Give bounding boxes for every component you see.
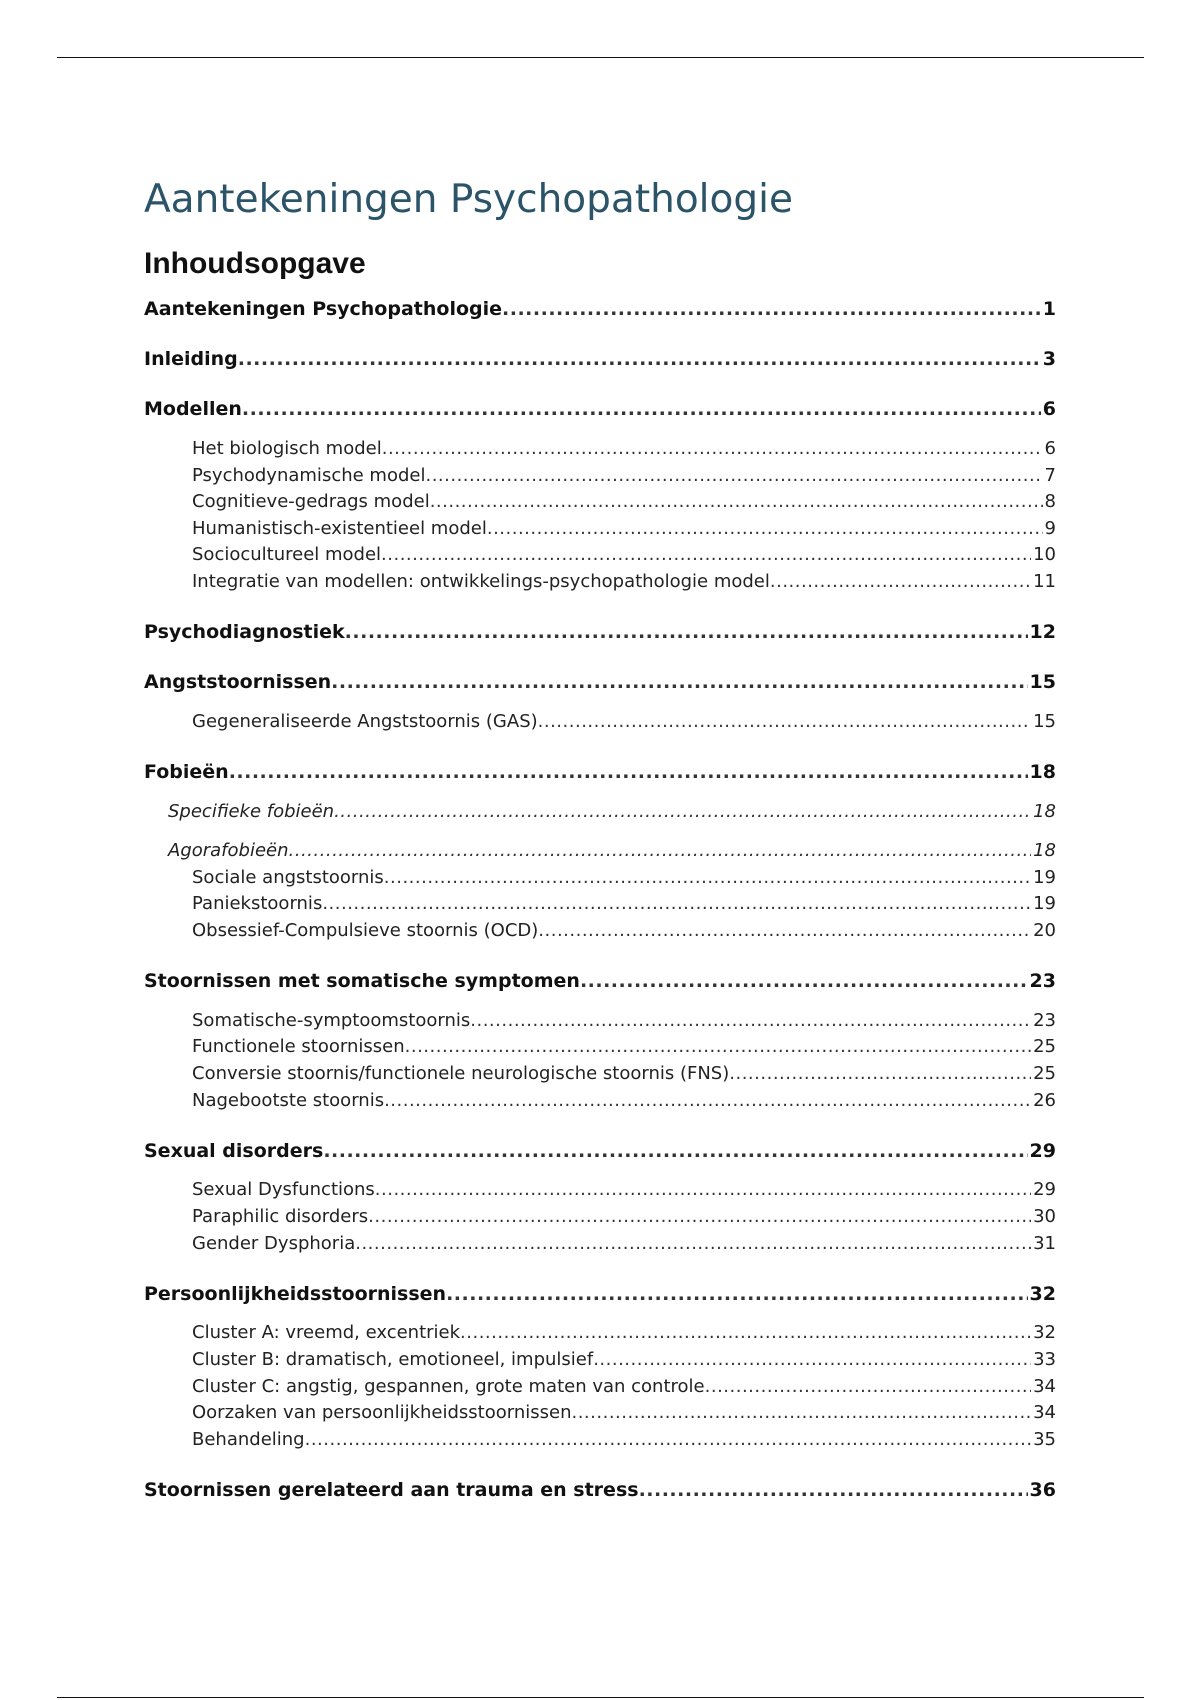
toc-entry-page-number: 32 xyxy=(1033,1322,1056,1344)
toc-spacer xyxy=(144,825,1056,838)
toc-entry-page-number: 36 xyxy=(1029,1478,1056,1501)
toc-entry[interactable] xyxy=(144,516,1056,543)
toc-entry-label: Angststoornissen xyxy=(144,671,332,694)
toc-entry-page-number: 6 xyxy=(1044,437,1056,459)
toc-leader-dots xyxy=(238,346,1041,373)
toc-entry[interactable] xyxy=(144,1374,1056,1401)
toc-leader-dots xyxy=(384,1088,1031,1115)
toc-entry[interactable] xyxy=(144,1088,1056,1115)
page-content xyxy=(144,170,1056,1504)
toc-leader-dots xyxy=(639,1477,1028,1504)
toc-entry-page-number: 34 xyxy=(1033,1375,1056,1397)
toc-spacer xyxy=(144,1453,1056,1477)
toc-entry[interactable] xyxy=(144,838,1056,865)
toc-entry[interactable] xyxy=(144,1008,1056,1035)
toc-entry-label: Cognitieve-gedrags model xyxy=(192,491,430,513)
toc-entry[interactable] xyxy=(144,1427,1056,1454)
toc-entry-label: Het biologisch model xyxy=(192,437,382,459)
toc-leader-dots xyxy=(368,1204,1031,1231)
toc-entry[interactable] xyxy=(144,463,1056,490)
toc-entry-page-number: 29 xyxy=(1029,1139,1056,1162)
toc-entry[interactable] xyxy=(144,669,1056,696)
toc-entry-page-number: 26 xyxy=(1033,1089,1056,1111)
toc-entry-page-number: 30 xyxy=(1033,1206,1056,1227)
toc-entry-page-number: 32 xyxy=(1029,1282,1056,1305)
toc-entry-label: Sociale angststoornis xyxy=(192,866,384,888)
toc-entry-label: Specifieke fobieën xyxy=(168,800,335,822)
toc-leader-dots xyxy=(580,968,1028,995)
toc-spacer xyxy=(144,786,1056,799)
toc-entry-label: Behandeling xyxy=(192,1428,305,1450)
toc-entry-page-number: 25 xyxy=(1033,1063,1056,1085)
toc-leader-dots xyxy=(384,865,1031,892)
toc-entry-label: Cluster C: angstig, gespannen, grote maten van controle xyxy=(192,1375,705,1397)
toc-entry-page-number: 15 xyxy=(1029,671,1056,694)
toc-entry-page-number: 10 xyxy=(1033,544,1056,566)
toc-entry[interactable] xyxy=(144,296,1056,323)
toc-entry[interactable] xyxy=(144,1477,1056,1504)
toc-leader-dots xyxy=(381,542,1031,569)
toc-spacer xyxy=(144,945,1056,969)
toc-entry-page-number: 34 xyxy=(1033,1402,1056,1424)
toc-entry-page-number: 11 xyxy=(1033,570,1056,592)
toc-entry[interactable] xyxy=(144,1138,1056,1165)
toc-entry-page-number: 7 xyxy=(1044,464,1056,486)
toc-spacer xyxy=(144,1307,1056,1320)
toc-entry-label: Modellen xyxy=(144,398,242,421)
toc-entry[interactable] xyxy=(144,1061,1056,1088)
toc-entry-page-number: 8 xyxy=(1044,491,1056,513)
toc-leader-dots xyxy=(289,838,1032,865)
toc-heading: Inhoudsopgave xyxy=(144,247,366,280)
toc-entry-label: Stoornissen met somatische symptomen xyxy=(144,970,580,993)
toc-entry[interactable] xyxy=(144,436,1056,463)
toc-spacer xyxy=(144,596,1056,620)
toc-entry-label: Psychodynamische model xyxy=(192,464,426,486)
toc-leader-dots xyxy=(345,619,1028,646)
toc-entry-page-number: 25 xyxy=(1033,1036,1056,1058)
toc-entry[interactable] xyxy=(144,1347,1056,1374)
toc-entry-page-number: 35 xyxy=(1033,1428,1056,1450)
toc-entry-label: Paraphilic disorders xyxy=(192,1206,369,1227)
toc-leader-dots xyxy=(705,1374,1031,1401)
toc-entry-label: Conversie stoornis/functionele neurologische stoornis (FNS) xyxy=(192,1063,730,1085)
toc-spacer xyxy=(144,1114,1056,1138)
toc-entry-label: Agorafobieën xyxy=(168,840,289,862)
toc-entry-label: Integratie van modellen: ontwikkelings-psychopathologie model xyxy=(192,570,770,592)
toc-entry-page-number: 15 xyxy=(1033,710,1056,732)
toc-entry-page-number: 6 xyxy=(1042,398,1056,421)
toc-leader-dots xyxy=(405,1034,1031,1061)
toc-entry-label: Humanistisch-existentieel model xyxy=(192,517,487,539)
toc-entry-label: Obsessief-Compulsieve stoornis (OCD) xyxy=(192,920,539,942)
toc-entry-page-number: 23 xyxy=(1033,1009,1056,1031)
toc-entry-page-number: 19 xyxy=(1033,893,1056,915)
toc-entry-label: Cluster B: dramatisch, emotioneel, impulsief xyxy=(192,1348,594,1370)
toc-entry-page-number: 20 xyxy=(1033,920,1056,942)
toc-leader-dots xyxy=(334,799,1031,826)
document-title: Aantekeningen Psychopathologie xyxy=(144,177,793,222)
toc-entry-page-number: 12 xyxy=(1029,621,1056,644)
toc-entry-label: Inleiding xyxy=(144,348,238,371)
table-of-contents xyxy=(144,296,1056,1504)
toc-entry[interactable] xyxy=(144,799,1056,826)
toc-entry-label: Nagebootste stoornis xyxy=(192,1089,385,1111)
toc-entry[interactable] xyxy=(144,918,1056,945)
toc-leader-dots xyxy=(770,569,1031,596)
toc-leader-dots xyxy=(571,1400,1031,1427)
toc-spacer xyxy=(144,423,1056,436)
toc-entry-page-number: 33 xyxy=(1033,1348,1056,1370)
footer-rule xyxy=(57,1697,1144,1698)
toc-leader-dots xyxy=(382,436,1043,463)
toc-entry[interactable] xyxy=(144,865,1056,892)
toc-entry[interactable] xyxy=(144,1204,1056,1231)
toc-entry-page-number: 18 xyxy=(1033,840,1056,862)
toc-leader-dots xyxy=(446,1281,1027,1308)
toc-entry[interactable] xyxy=(144,968,1056,995)
toc-leader-dots xyxy=(502,296,1041,323)
toc-entry[interactable] xyxy=(144,1400,1056,1427)
toc-entry-label: Gender Dysphoria xyxy=(192,1232,356,1254)
toc-spacer xyxy=(144,696,1056,709)
toc-entry[interactable] xyxy=(144,569,1056,596)
toc-leader-dots xyxy=(425,463,1042,490)
toc-leader-dots xyxy=(538,918,1031,945)
toc-leader-dots xyxy=(487,516,1043,543)
toc-leader-dots xyxy=(323,1138,1027,1165)
toc-leader-dots xyxy=(538,709,1031,736)
toc-spacer xyxy=(144,1257,1056,1281)
toc-spacer xyxy=(144,995,1056,1008)
toc-entry-label: Psychodiagnostiek xyxy=(144,621,345,644)
toc-entry[interactable] xyxy=(144,1281,1056,1308)
toc-entry[interactable] xyxy=(144,489,1056,516)
toc-leader-dots xyxy=(430,489,1043,516)
toc-entry-label: Stoornissen gerelateerd aan trauma en stress xyxy=(144,1478,639,1501)
toc-spacer xyxy=(144,323,1056,347)
toc-entry-page-number: 9 xyxy=(1044,517,1056,539)
toc-leader-dots xyxy=(470,1008,1031,1035)
toc-entry-label: Aantekeningen Psychopathologie xyxy=(144,298,503,320)
toc-entry-page-number: 29 xyxy=(1033,1179,1056,1201)
toc-entry[interactable] xyxy=(144,759,1056,786)
toc-entry-label: Paniekstoornis xyxy=(192,893,323,915)
toc-leader-dots xyxy=(331,669,1027,696)
toc-entry[interactable] xyxy=(144,542,1056,569)
toc-spacer xyxy=(144,736,1056,760)
toc-leader-dots xyxy=(729,1061,1031,1088)
toc-entry[interactable] xyxy=(144,709,1056,736)
toc-entry-label: Somatische-symptoomstoornis xyxy=(192,1009,471,1031)
toc-spacer xyxy=(144,646,1056,670)
toc-entry-label: Cluster A: vreemd, excentriek xyxy=(192,1322,461,1344)
toc-leader-dots xyxy=(355,1231,1031,1258)
toc-leader-dots xyxy=(305,1427,1031,1454)
toc-leader-dots xyxy=(322,891,1031,918)
toc-entry[interactable] xyxy=(144,1034,1056,1061)
toc-entry-label: Sociocultureel model xyxy=(192,544,382,566)
toc-entry-label: Sexual Dysfunctions xyxy=(192,1179,375,1201)
toc-entry-page-number: 19 xyxy=(1033,866,1056,888)
toc-entry-page-number: 31 xyxy=(1033,1232,1056,1254)
toc-leader-dots xyxy=(375,1177,1031,1204)
toc-leader-dots xyxy=(460,1320,1031,1347)
toc-spacer xyxy=(144,373,1056,397)
toc-entry-page-number: 23 xyxy=(1029,970,1056,993)
toc-entry-page-number: 3 xyxy=(1042,348,1056,371)
toc-entry[interactable] xyxy=(144,1177,1056,1204)
toc-entry-label: Sexual disorders xyxy=(144,1139,324,1162)
toc-entry[interactable] xyxy=(144,346,1056,373)
toc-entry[interactable] xyxy=(144,891,1056,918)
toc-entry-page-number: 18 xyxy=(1033,800,1056,822)
toc-entry[interactable] xyxy=(144,396,1056,423)
toc-entry-label: Gegeneraliseerde Angststoornis (GAS) xyxy=(192,710,538,732)
toc-entry-label: Fobieën xyxy=(144,761,229,784)
toc-leader-dots xyxy=(242,396,1041,423)
toc-entry[interactable] xyxy=(144,619,1056,646)
toc-entry-label: Persoonlijkheidsstoornissen xyxy=(144,1282,447,1305)
toc-entry[interactable] xyxy=(144,1231,1056,1258)
toc-entry[interactable] xyxy=(144,1320,1056,1347)
toc-spacer xyxy=(144,1164,1056,1177)
toc-entry-page-number: 18 xyxy=(1029,761,1056,784)
toc-entry-label: Functionele stoornissen xyxy=(192,1036,405,1058)
toc-leader-dots xyxy=(229,759,1028,786)
header-rule xyxy=(57,57,1144,58)
toc-entry-label: Oorzaken van persoonlijkheidsstoornissen xyxy=(192,1402,572,1424)
toc-entry-page-number: 1 xyxy=(1042,298,1056,320)
toc-leader-dots xyxy=(593,1347,1031,1374)
